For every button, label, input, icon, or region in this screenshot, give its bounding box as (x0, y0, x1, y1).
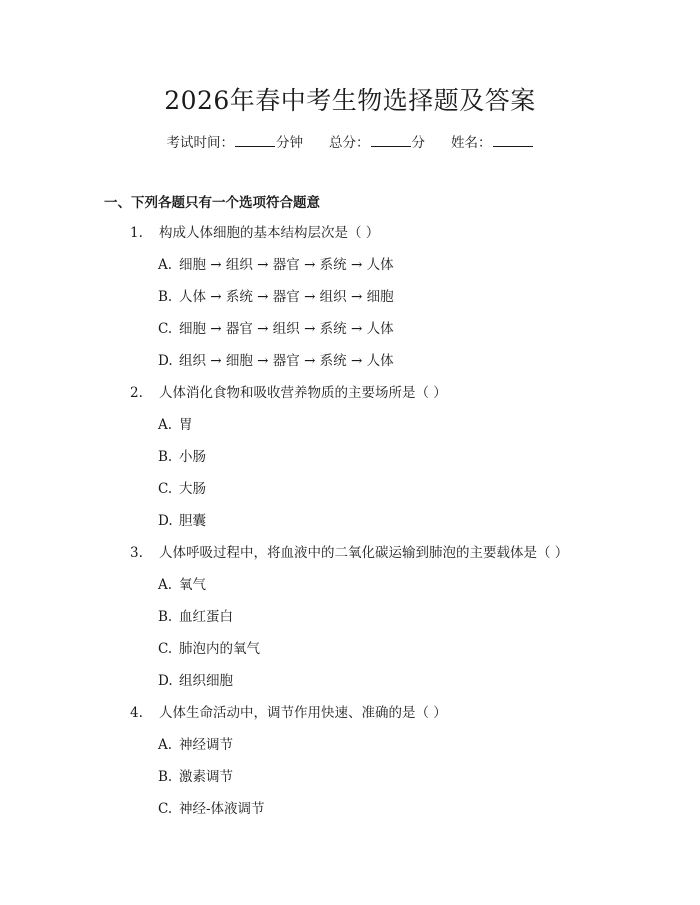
question-3-option (0, 607, 700, 639)
question-number: 2. (130, 385, 143, 401)
question-4-option (0, 799, 700, 831)
question-2-option (0, 511, 700, 543)
option-letter: A. (158, 257, 173, 273)
exam-time-label: 考试时间： (166, 135, 234, 151)
question-4-option (0, 735, 700, 767)
option-text: 胃 (179, 417, 193, 433)
question-2-option (0, 479, 700, 511)
option-text: 神经-体液调节 (179, 801, 265, 817)
option-letter: C. (158, 481, 173, 497)
option-text: 肺泡内的氧气 (179, 641, 260, 657)
question-text: 人体呼吸过程中，将血液中的二氧化碳运输到肺泡的主要载体是（ ） (159, 545, 569, 561)
option-letter: D. (158, 353, 173, 369)
question-text: 人体生命活动中，调节作用快速、准确的是（ ） (159, 705, 447, 721)
question-number: 4. (130, 705, 143, 721)
option-letter: D. (158, 673, 173, 689)
option-letter: B. (158, 449, 173, 465)
student-name-label: 姓名： (451, 135, 492, 151)
question-1-option (0, 287, 700, 319)
question-2 (0, 383, 700, 415)
total-score-label: 总分： (329, 135, 370, 151)
option-letter: C. (158, 641, 173, 657)
option-text: 小肠 (179, 449, 206, 465)
question-2-option (0, 447, 700, 479)
question-text: 人体消化食物和吸收营养物质的主要场所是（ ） (159, 385, 447, 401)
total-score (329, 131, 425, 151)
option-letter: B. (158, 289, 173, 305)
option-letter: B. (158, 609, 173, 625)
student-name (451, 131, 534, 151)
option-letter: B. (158, 769, 173, 785)
exam-meta (0, 131, 700, 151)
option-letter: A. (158, 737, 173, 753)
section-title: 一、下列各题只有一个选项符合题意 (104, 195, 320, 211)
question-3-option (0, 639, 700, 671)
question-2-option (0, 415, 700, 447)
option-text: 氧气 (179, 577, 206, 593)
student-name-blank (493, 135, 533, 147)
option-letter: C. (158, 801, 173, 817)
option-letter: A. (158, 417, 173, 433)
option-text: 神经调节 (179, 737, 233, 753)
option-letter: C. (158, 321, 173, 337)
question-number: 1. (130, 225, 143, 241)
question-text: 构成人体细胞的基本结构层次是（ ） (159, 225, 380, 241)
question-1-option (0, 319, 700, 351)
option-text: 胆囊 (179, 513, 206, 529)
question-1-option (0, 351, 700, 383)
option-text: 组织细胞 (179, 673, 233, 689)
question-3-option (0, 671, 700, 703)
option-text: 大肠 (179, 481, 206, 497)
page-title: 2026年春中考生物选择题及答案 (164, 86, 536, 115)
option-text: 血红蛋白 (179, 609, 233, 625)
question-4-option (0, 767, 700, 799)
option-text: 激素调节 (179, 769, 233, 785)
question-1 (0, 223, 700, 255)
exam-time-unit: 分钟 (276, 135, 303, 151)
question-3-option (0, 575, 700, 607)
question-3 (0, 543, 700, 575)
option-text: 组织 → 细胞 → 器官 → 系统 → 人体 (179, 353, 394, 369)
option-text: 细胞 → 器官 → 组织 → 系统 → 人体 (179, 321, 394, 337)
option-letter: A. (158, 577, 173, 593)
question-1-option (0, 255, 700, 287)
option-text: 细胞 → 组织 → 器官 → 系统 → 人体 (179, 257, 394, 273)
question-list (0, 223, 700, 831)
total-score-blank (371, 135, 411, 147)
option-letter: D. (158, 513, 173, 529)
question-number: 3. (130, 545, 143, 561)
question-4 (0, 703, 700, 735)
option-text: 人体 → 系统 → 器官 → 组织 → 细胞 (179, 289, 394, 305)
exam-time-blank (235, 135, 275, 147)
exam-time (167, 131, 304, 151)
total-score-unit: 分 (411, 135, 425, 151)
